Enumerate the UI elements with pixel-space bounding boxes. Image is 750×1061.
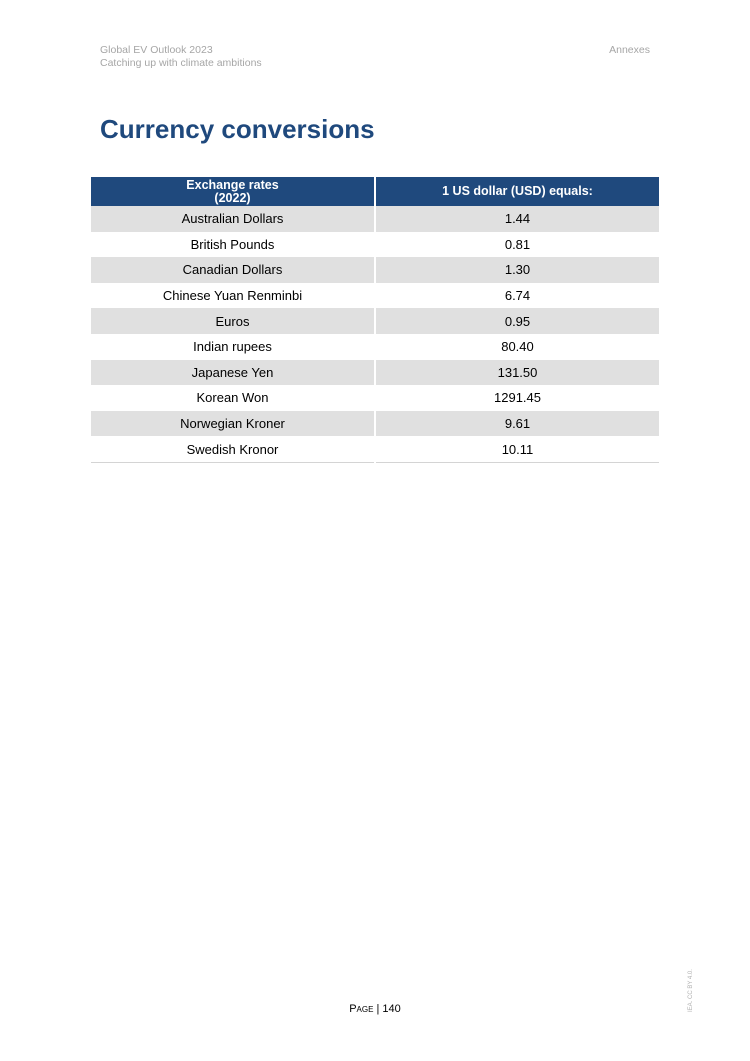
table-row [91, 308, 659, 334]
section-name: Annexes [609, 44, 650, 56]
exchange-rates-table [91, 177, 659, 463]
currency-cell: Korean Won [91, 385, 375, 411]
currency-cell: Norwegian Kroner [91, 411, 375, 437]
table-row [91, 385, 659, 411]
rate-cell: 6.74 [375, 283, 659, 309]
column-header-line2: (2022) [214, 190, 251, 205]
page-footer [0, 1003, 750, 1015]
page-label: Page [349, 1003, 374, 1015]
rate-cell: 131.50 [375, 360, 659, 386]
table-row [91, 360, 659, 386]
currency-cell: Canadian Dollars [91, 257, 375, 283]
report-title: Global EV Outlook 2023 [100, 44, 213, 56]
table-row [91, 436, 659, 462]
currency-cell: Swedish Kronor [91, 436, 375, 462]
currency-cell: Japanese Yen [91, 360, 375, 386]
rate-cell: 1291.45 [375, 385, 659, 411]
table-row [91, 257, 659, 283]
table-row [91, 334, 659, 360]
page-separator: | [376, 1003, 380, 1015]
running-header [100, 44, 262, 70]
page-title: Currency conversions [100, 114, 375, 144]
rate-cell: 80.40 [375, 334, 659, 360]
table-header-row [91, 177, 659, 206]
column-header-line1: Exchange rates [186, 177, 279, 192]
license-note: IEA. CC BY 4.0. [688, 969, 694, 1012]
rate-cell: 0.81 [375, 232, 659, 258]
currency-cell: British Pounds [91, 232, 375, 258]
rate-cell: 1.30 [375, 257, 659, 283]
currency-cell: Euros [91, 308, 375, 334]
table-row [91, 283, 659, 309]
column-header-exchange-rates [91, 177, 375, 206]
table-row [91, 232, 659, 258]
currency-cell: Australian Dollars [91, 206, 375, 232]
table-row [91, 206, 659, 232]
rate-cell: 1.44 [375, 206, 659, 232]
rate-cell: 10.11 [375, 436, 659, 462]
currency-cell: Chinese Yuan Renminbi [91, 283, 375, 309]
currency-cell: Indian rupees [91, 334, 375, 360]
column-header-usd-equals: 1 US dollar (USD) equals: [375, 177, 659, 206]
page-number: 140 [382, 1003, 401, 1015]
rate-cell: 9.61 [375, 411, 659, 437]
rate-cell: 0.95 [375, 308, 659, 334]
report-subtitle: Catching up with climate ambitions [100, 57, 262, 69]
table-row [91, 411, 659, 437]
